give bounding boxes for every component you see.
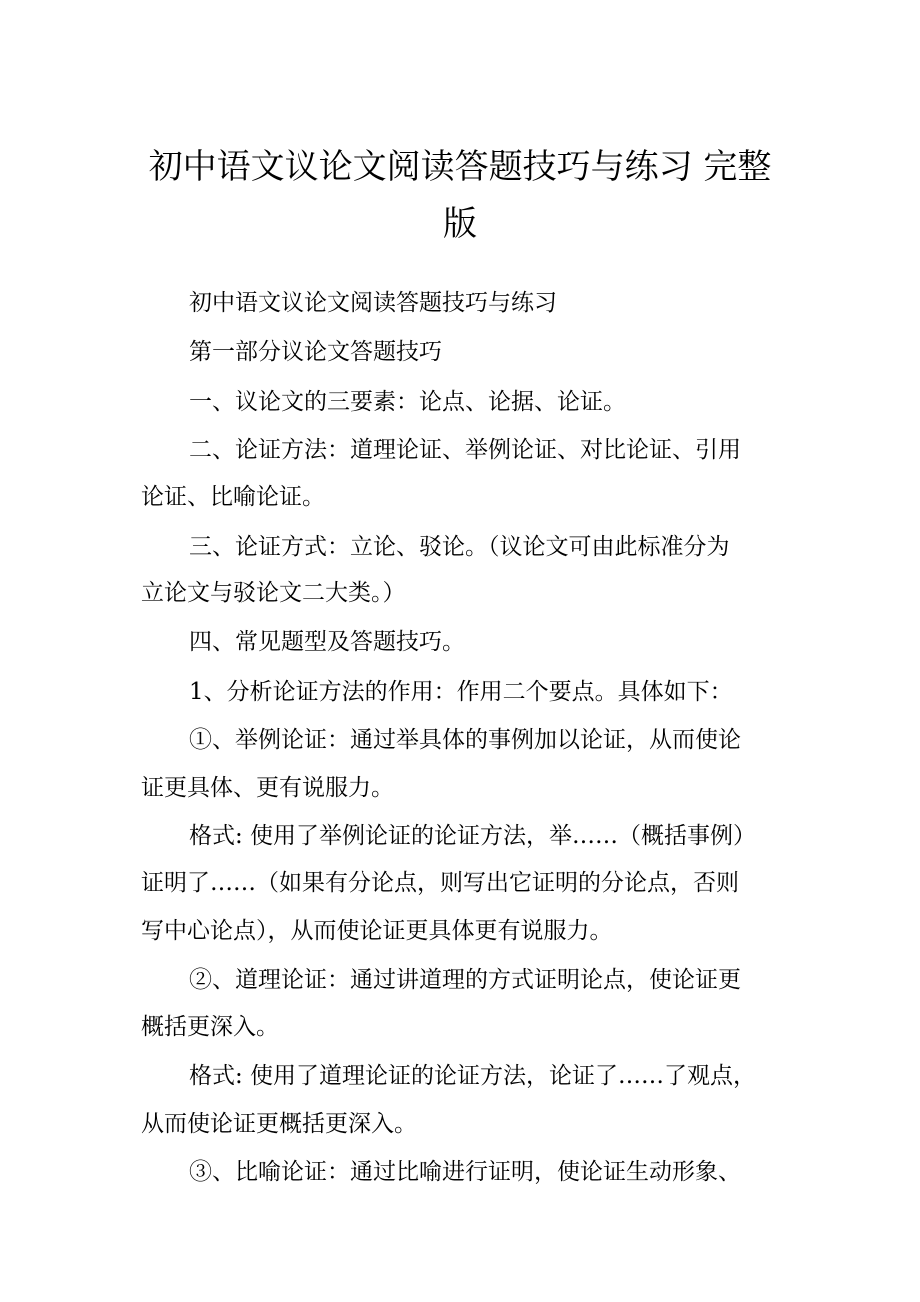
paragraph-line: 从而使论证更概括更深入。	[141, 1111, 417, 1137]
paragraph-line: 四、常见题型及答题技巧。	[189, 629, 465, 655]
doc-subtitle: 初中语文议论文阅读答题技巧与练习	[189, 290, 557, 316]
paragraph-line: 证明了……（如果有分论点，则写出它证明的分论点，否则	[141, 870, 739, 896]
section-heading: 第一部分议论文答题技巧	[189, 339, 442, 365]
paragraph-line: 证更具体、更有说服力。	[141, 775, 394, 801]
document-title-line-2: 版	[443, 204, 477, 244]
paragraph-line: 概括更深入。	[141, 1014, 279, 1040]
paragraph-line: 格式: 使用了道理论证的论证方法，论证了……了观点，	[189, 1063, 757, 1089]
paragraph-line: 写中心论点），从而使论证更具体更有说服力。	[141, 918, 613, 944]
paragraph-line: ②、道理论证：通过讲道理的方式证明论点，使论证更	[189, 967, 741, 993]
paragraph-line: 三、论证方式：立论、驳论。（议论文可由此标准分为	[189, 534, 730, 560]
document-title-line-1: 初中语文议论文阅读答题技巧与练习 完整	[148, 147, 772, 187]
paragraph-line: 一、议论文的三要素：论点、论据、论证。	[189, 389, 626, 415]
paragraph-line: 立论文与驳论文二大类。）	[141, 580, 406, 606]
paragraph-line: 二、论证方法：道理论证、举例论证、对比论证、引用	[189, 437, 741, 463]
paragraph-line: 1、分析论证方法的作用：作用二个要点。具体如下：	[189, 679, 733, 705]
paragraph-line: ③、比喻论证：通过比喻进行证明，使论证生动形象、	[189, 1159, 741, 1185]
paragraph-line: ①、举例论证：通过举具体的事例加以论证，从而使论	[189, 727, 741, 753]
paragraph-line: 格式: 使用了举例论证的论证方法，举……（概括事例）	[189, 823, 757, 849]
paragraph-line: 论证、比喻论证。	[141, 484, 325, 510]
